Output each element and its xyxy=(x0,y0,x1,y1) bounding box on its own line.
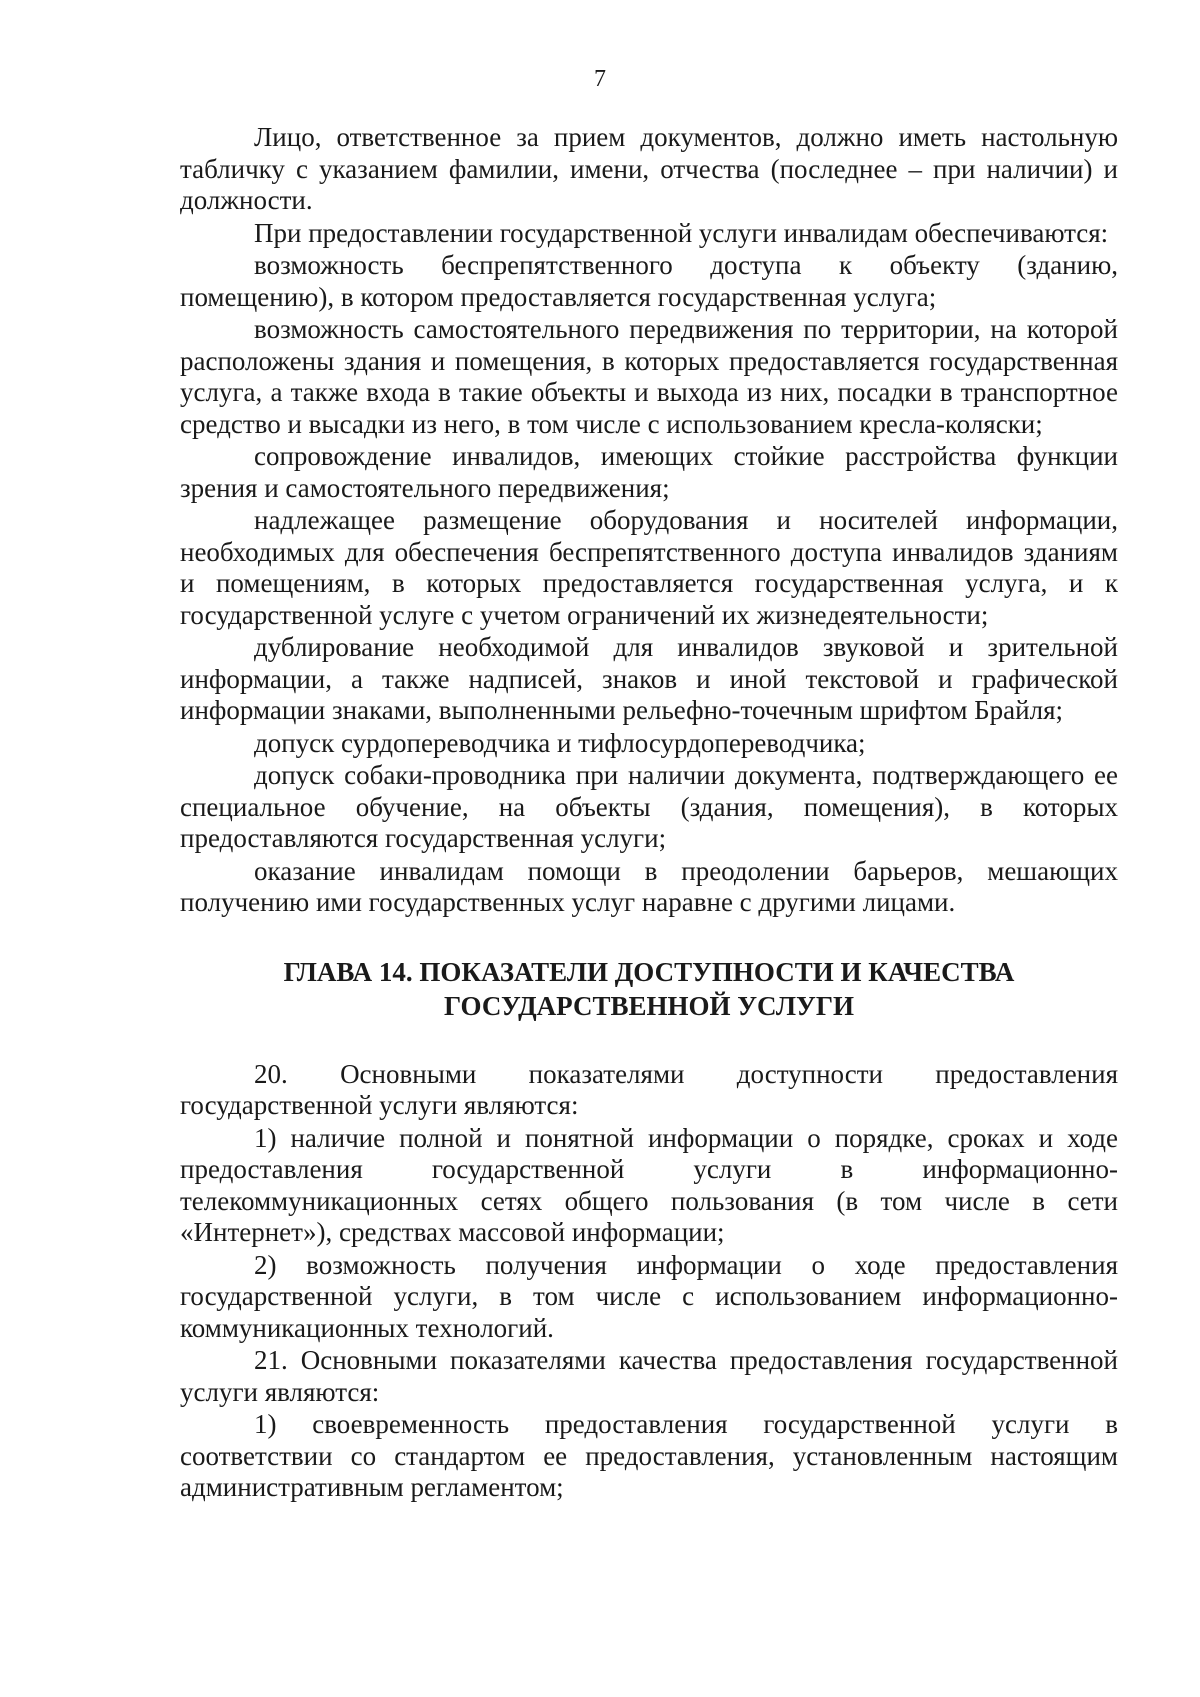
paragraph: 1) своевременность предоставления государственной услуги в соответствии со стандартом ее предоставления, установленным настоящим административным регламентом; xyxy=(180,1409,1118,1502)
paragraph: возможность самостоятельного передвижения по территории, на которой расположены здания и помещения, в которых предоставляется государственная услуга, а также входа в такие объекты и выхода из них, посадки в транспортное средство и высадки из него, в том числе с использованием кресла-коляски; xyxy=(180,314,1118,439)
paragraph: возможность беспрепятственного доступа к объекту (зданию, помещению), в котором предоставляется государственная услуга; xyxy=(180,250,1118,312)
document-body xyxy=(180,122,1118,1505)
paragraph: 2) возможность получения информации о ходе предоставления государственной услуги, в том числе с использованием информационно-коммуникационных технологий. xyxy=(180,1249,1118,1343)
paragraph: оказание инвалидам помощи в преодолении барьеров, мешающих получению ими государственных услуг наравне с другими лицами. xyxy=(180,855,1118,917)
paragraph: При предоставлении государственной услуги инвалидам обеспечиваются: xyxy=(254,217,1109,248)
paragraph: допуск собаки-проводника при наличии документа, подтверждающего ее специальное обучение, на объекты (здания, помещения), в которых предоставляются государственная услуги; xyxy=(180,760,1118,853)
chapter-heading xyxy=(180,955,1118,1023)
paragraph: надлежащее размещение оборудования и носителей информации, необходимых для обеспечения беспрепятственного доступа инвалидов зданиям и помещениям, в которых предоставляется государственная услуга, и к государственной услуге с учетом ограничений их жизнедеятельности; xyxy=(180,505,1118,630)
chapter-heading-line-2: ГОСУДАРСТВЕННОЙ УСЛУГИ xyxy=(444,990,854,1021)
paragraph: 21. Основными показателями качества предоставления государственной услуги являются: xyxy=(180,1345,1118,1407)
paragraph: сопровождение инвалидов, имеющих стойкие расстройства функции зрения и самостоятельного передвижения; xyxy=(180,441,1118,503)
paragraph: дублирование необходимой для инвалидов звуковой и зрительной информации, а также надписей, знаков и иной текстовой и графической информации знаками, выполненными рельефно-точечным шрифтом Брайля; xyxy=(180,632,1118,725)
chapter-heading-line-1: ГЛАВА 14. ПОКАЗАТЕЛИ ДОСТУПНОСТИ И КАЧЕСТВА xyxy=(283,956,1015,987)
paragraph: Лицо, ответственное за прием документов, должно иметь настольную табличку с указанием фамилии, имени, отчества (последнее – при наличии) и должности. xyxy=(180,122,1118,215)
paragraph: допуск сурдопереводчика и тифлосурдопереводчика; xyxy=(254,727,866,758)
page-number: 7 xyxy=(594,66,606,92)
paragraph: 1) наличие полной и понятной информации о порядке, сроках и ходе предоставления государственной услуги в информационно-телекоммуникационных сетях общего пользования (в том числе в сети «Интернет»), средствах массовой информации; xyxy=(180,1122,1118,1247)
paragraph: 20. Основными показателями доступности предоставления государственной услуги являются: xyxy=(180,1058,1118,1120)
